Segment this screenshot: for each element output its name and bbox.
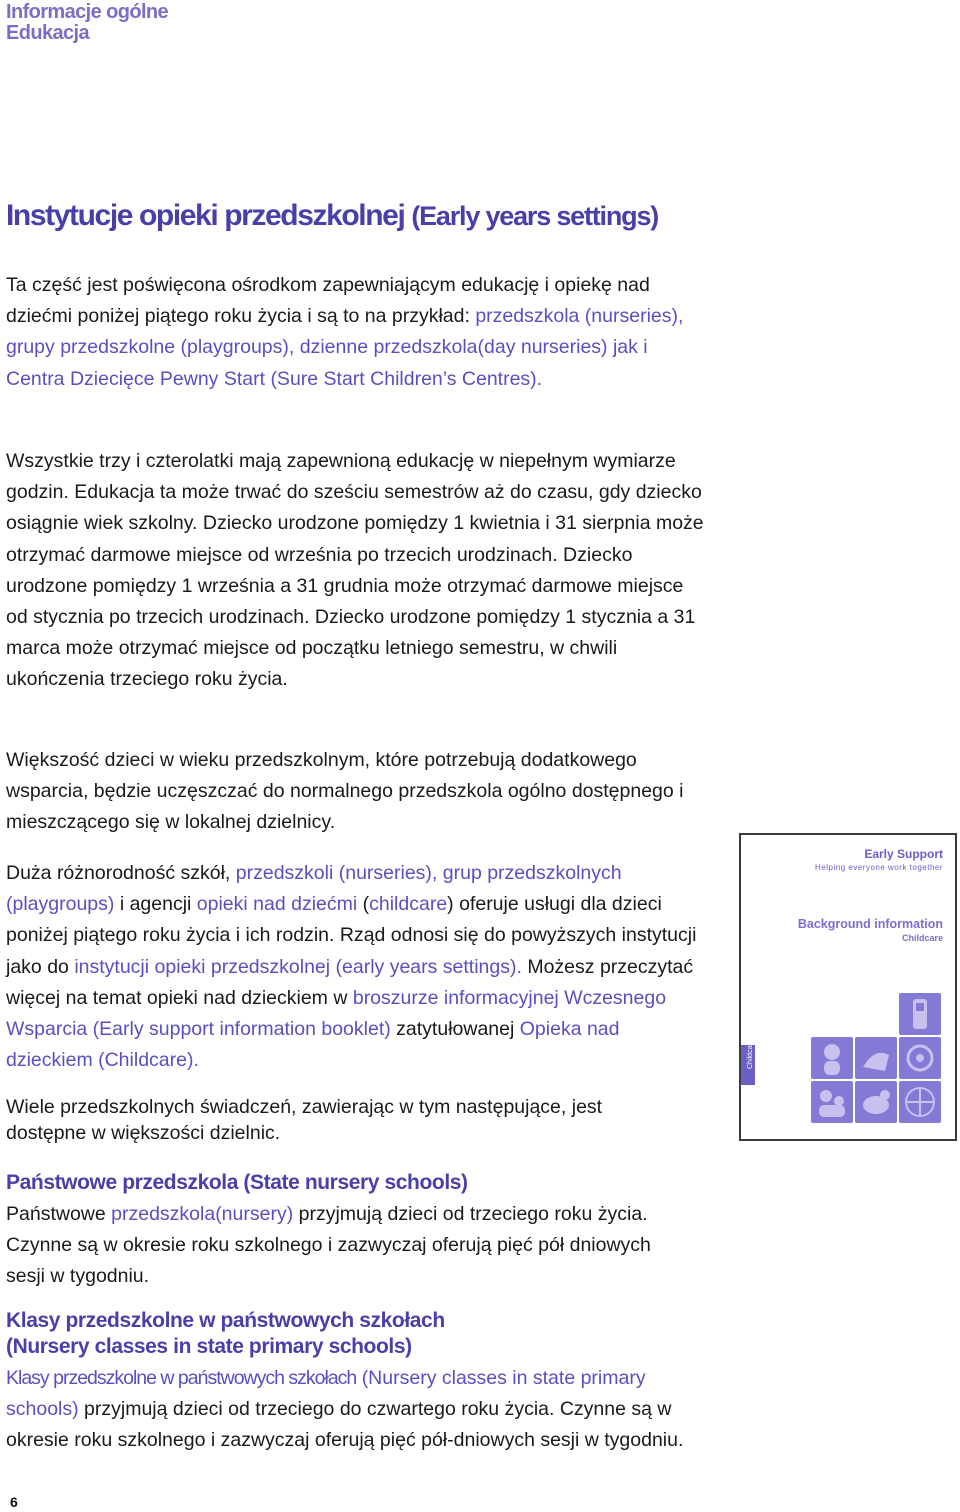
- booklet-subtitle: Childcare: [901, 933, 943, 943]
- settings-text-4: ) oferuje usługi dla dzieci poniżej piątego roku życia i ich rodzin. Rząd odnosi się do powyższych instytucji jako do: [6, 893, 697, 978]
- intro-paragraph: [6, 270, 706, 395]
- state-nursery-heading: Państwowe przedszkola (State nursery schools): [6, 1171, 468, 1194]
- settings-text-6: zatytułowanej: [396, 1018, 515, 1041]
- booklet-brand-tagline: Helping everyone work together: [815, 863, 943, 872]
- title-main: Instytucje opieki przedszkolnej: [6, 199, 405, 232]
- intro-text: Ta część jest poświęcona ośrodkom zapewniającym edukację i opiekę nad dziećmi poniżej piątego roku życia i są to na przykład:: [6, 274, 650, 328]
- nursery-classes-heading-2: (Nursery classes in state primary schools): [6, 1335, 412, 1358]
- booklet-title: [798, 917, 943, 945]
- settings-text-2: i agencji: [119, 893, 192, 916]
- link-early-years-settings[interactable]: instytucji opieki przedszkolnej (early years settings).: [74, 955, 522, 978]
- nursery-classes-heading-1: Klasy przedszkolne w państwowych szkołach: [6, 1309, 445, 1332]
- link-nursery[interactable]: przedszkola(nursery): [111, 1203, 294, 1225]
- settings-text-5: Możesz przeczytać więcej na temat opieki nad dzieckiem w: [6, 955, 694, 1009]
- childcare-booklet-thumbnail[interactable]: [739, 833, 957, 1141]
- intro-link[interactable]: przedszkola (nurseries), grupy przedszkolne (playgroups), dzienne przedszkola(day nurseries) jak i Centra Dziecięce Pewny Start (Sure Start Children’s Centres).: [6, 305, 684, 390]
- state-nursery-text-1: Państwowe: [6, 1203, 106, 1225]
- page-title: [6, 196, 658, 236]
- link-childcare-booklet[interactable]: Opieka nad dzieckiem (Childcare).: [6, 1018, 620, 1072]
- link-nursery-classes-pl[interactable]: Klasy przedszkolne w państwowych szkołach: [6, 1367, 357, 1389]
- header-line-1: Informacje ogólne: [6, 1, 169, 23]
- header-line-2: Edukacja: [6, 22, 90, 44]
- pattern-icon: [899, 1037, 941, 1079]
- page-number: 6: [10, 1494, 18, 1510]
- settings-paragraph: [6, 858, 700, 1076]
- hand-icon: [855, 1037, 897, 1079]
- link-nurseries-playgroups[interactable]: przedszkoli (nurseries), grup przedszkolnych (playgroups): [6, 862, 622, 916]
- nursery-classes-heading: [6, 1308, 445, 1360]
- settings-text-1: Duża różnorodność szkół,: [6, 862, 231, 884]
- link-early-support-booklet[interactable]: broszurze informacyjnej Wczesnego Wsparcia (Early support information booklet): [6, 986, 667, 1041]
- provisions-paragraph: Wiele przedszkolnych świadczeń, zawierając w tym następujące, jest dostępne w większości dzielnic.: [6, 1096, 603, 1144]
- settings-text-3: (: [362, 893, 370, 916]
- booklet-brand: [815, 847, 943, 875]
- title-paren: (Early years settings): [411, 201, 659, 231]
- booklet-brand-name: Early Support: [864, 847, 943, 861]
- animal-icon: [855, 1081, 897, 1123]
- link-childcare-en[interactable]: childcare: [369, 893, 448, 916]
- booklet-title-main: Background information: [797, 917, 943, 931]
- family-icon: [811, 1081, 853, 1123]
- phone-icon: [899, 993, 941, 1035]
- flower-icon: [899, 1081, 941, 1123]
- support-paragraph: Większość dzieci w wieku przedszkolnym, które potrzebują dodatkowego wsparcia, będzie uczęszczać do normalnego przedszkola ogólno dostępnego i mieszczącego się w lokalnej dzielnicy.: [6, 749, 684, 834]
- nursery-classes-text: przyjmują dzieci od trzeciego do czwartego roku życia. Czynne są w okresie roku szkolnego i zazwyczaj oferują pięć pół-dniowych sesji w tygodniu.: [6, 1398, 684, 1452]
- booklet-spine-label: Childcare: [747, 1039, 754, 1069]
- education-paragraph: Wszystkie trzy i czterolatki mają zapewnioną edukację w niepełnym wymiarze godzin. Edukacja ta może trwać do sześciu semestrów aż do czasu, gdy dziecko osiągnie wiek szkolny. Dziecko urodzone pomiędzy 1 kwietnia i 31 sierpnia może otrzymać darmowe miejsce od września po trzecich urodzinach. Dziecko urodzone pomiędzy 1 września a 31 grudnia może otrzymać darmowe miejsce od stycznia po trzecich urodzinach. Dziecko urodzone pomiędzy 1 stycznia a 31 marca może otrzymać miejsce od początku letniego semestru, w chwili ukończenia trzeciego roku życia.: [6, 450, 704, 691]
- state-nursery-paragraph: [6, 1199, 676, 1293]
- nursery-classes-paragraph: [6, 1363, 686, 1457]
- child-icon: [811, 1037, 853, 1079]
- section-header: [6, 2, 168, 44]
- link-childcare-pl[interactable]: opieki nad dziećmi: [196, 893, 358, 916]
- state-nursery-text-2: przyjmują dzieci od trzeciego roku życia. Czynne są w okresie roku szkolnego i zazwyczaj oferują pięć pół dniowych sesji w tygodniu.: [6, 1203, 651, 1288]
- link-nursery-classes-en[interactable]: (Nursery classes in state primary schools): [6, 1367, 646, 1421]
